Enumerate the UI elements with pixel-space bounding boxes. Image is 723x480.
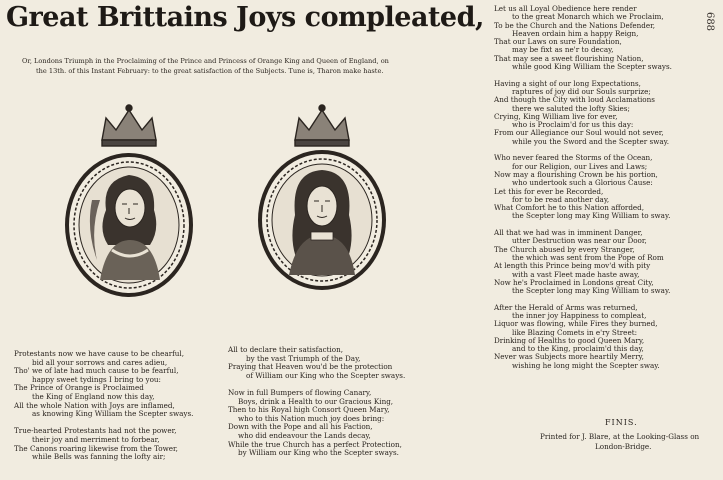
verse-line: The Prince of Orange is Proclaimed [14, 383, 144, 393]
verse-line: Let this for ever be Recorded, [494, 186, 604, 196]
verse-line: True-hearted Protestants had not the power, [14, 426, 177, 436]
queen-portrait [62, 100, 197, 300]
crown-icon [102, 105, 156, 146]
imprint-line-2: London-Bridge. [595, 442, 652, 451]
verse-line: Praying that Heaven wou'd be the protection [228, 362, 393, 372]
verse-line: The Church abused by every Stranger, [494, 244, 635, 254]
verse-line: who undertook such a Glorious Cause: [512, 178, 653, 188]
verse-line: the Scepter long may King William to sway. [512, 211, 671, 221]
verse-line: Tho' we of late had much cause to be fearful, [14, 366, 179, 376]
verse-line: That our Laws on sure Foundation, [494, 37, 622, 47]
verse-line: bid all your sorrows and cares adieu, [32, 357, 168, 367]
verse-line: While the true Church has a perfect Protection, [228, 439, 402, 449]
verse-line: the Scepter long may King William to sway. [512, 286, 671, 296]
verse-line: for our Religion, our Lives and Laws; [512, 161, 648, 171]
verse-line: with a vast Fleet made haste away, [512, 269, 640, 279]
verse-line: by the vast Triumph of the Day, [246, 353, 361, 363]
verse-line: That may see a sweet flourishing Nation, [494, 53, 644, 63]
verse-line: From our Allegiance our Soul would not sever, [494, 128, 664, 138]
verse-line: At length this Prince being mov'd with pity [494, 261, 651, 271]
verse-line: while you the Sword and the Scepter sway. [512, 136, 670, 146]
verse-line: All that we had was in imminent Danger, [494, 228, 643, 238]
verse-line: Now he's Proclaimed in Londons great City, [494, 277, 654, 287]
verse-line: Now in full Bumpers of flowing Canary, [228, 387, 372, 397]
verse-line: The Canons roaring likewise from the Tower, [14, 443, 178, 453]
verse-line: To be the Church and the Nations Defender, [494, 20, 656, 30]
verse-line: who to this Nation much joy does bring: [238, 413, 385, 423]
verse-line: while good King William the Scepter sways. [512, 62, 672, 72]
verse-line: and to the King, proclaim'd this day, [512, 344, 644, 354]
verse-line: Then to his Royal high Consort Queen Mary, [228, 405, 390, 415]
verse-line: Let us all Loyal Obedience here render [494, 4, 637, 13]
verse-line: All to declare their satisfaction, [228, 345, 344, 354]
verse-line: happy sweet tydings I bring to you: [32, 374, 161, 384]
verse-line: the inner joy Happiness to compleat, [512, 310, 647, 320]
verse-line: Boys, drink a Health to our Gracious King, [238, 396, 394, 406]
verse-line: All the whole Nation with Joys are inflamed, [14, 400, 175, 410]
broadside-title: Great Brittains Joys compleated, [6, 2, 484, 33]
verse-line: Crying, King William live for ever, [494, 111, 618, 121]
verse-line: Never was Subjects more heartily Merry, [494, 352, 644, 362]
verse-column-right [494, 5, 672, 370]
verse-line: Drinking of Healths to good Queen Mary, [494, 335, 645, 345]
king-portrait [255, 100, 390, 300]
verse-line: Heaven ordain him a happy Reign, [512, 28, 639, 38]
verse-line: utter Destruction was near our Door, [512, 236, 647, 246]
verse-line: Liquor was flowing, while Fires they burned, [494, 319, 658, 329]
shelfmark: 688 [704, 11, 716, 32]
verse-line: wishing he long might the Scepter sway. [512, 360, 660, 370]
verse-line: may be fixt as ne'r to decay, [512, 45, 614, 55]
verse-line: the which was sent from the Pope of Rom [512, 252, 664, 262]
verse-line: Now may a flourishing Crown be his portion, [494, 169, 658, 179]
verse-line: by William our King who the Scepter sways. [238, 448, 399, 458]
verse-line: like Blazing Comets in e'ry Street: [512, 327, 638, 337]
verse-line: of William our King who the Scepter sways. [246, 370, 406, 380]
verse-column-left-1 [14, 350, 193, 462]
verse-line: there we saluted the lofty Skies; [512, 103, 630, 113]
verse-line: Protestants now we have cause to be chearful, [14, 349, 184, 358]
verse-line: while Bells was fanning the lofty air; [32, 452, 166, 462]
verse-line: their joy and merriment to forbear, [32, 434, 160, 444]
verse-line: After the Herald of Arms was returned, [494, 302, 638, 312]
verse-line: raptures of joy did our Souls surprize; [512, 86, 651, 96]
verse-line: And though the City with loud Acclamations [494, 95, 655, 105]
verse-line: who did endeavour the Lands decay, [238, 430, 371, 440]
verse-line: for to be read another day, [512, 194, 610, 204]
verse-line: Down with the Pope and all his Faction, [228, 422, 373, 432]
verse-column-left-2 [228, 346, 405, 458]
verse-line: to the great Monarch which we Proclaim, [512, 12, 664, 22]
subtitle-line-1: Or, Londons Triumph in the Proclaiming of the Prince and Princess of Orange King and Queen of England, on [22, 57, 389, 65]
verse-line: Who never feared the Storms of the Ocean, [494, 153, 653, 163]
subtitle-line-2: the 13th. of this Instant February: to the great satisfaction of the Subjects. Tune is, Tharon make haste. [36, 67, 384, 75]
verse-line: Having a sight of our long Expectations, [494, 78, 641, 88]
verse-line: who is Proclaim'd for us this day: [512, 120, 634, 130]
finis-label: FINIS. [605, 418, 638, 427]
verse-line: What Comfort he to this Nation afforded, [494, 203, 645, 213]
imprint [540, 432, 699, 452]
verse-line: the King of England now this day, [32, 391, 155, 401]
crown-icon [295, 105, 349, 146]
imprint-line-1: Printed for J. Blare, at the Looking-Glass on [540, 432, 700, 441]
verse-line: as knowing King William the Scepter sways. [32, 409, 194, 419]
